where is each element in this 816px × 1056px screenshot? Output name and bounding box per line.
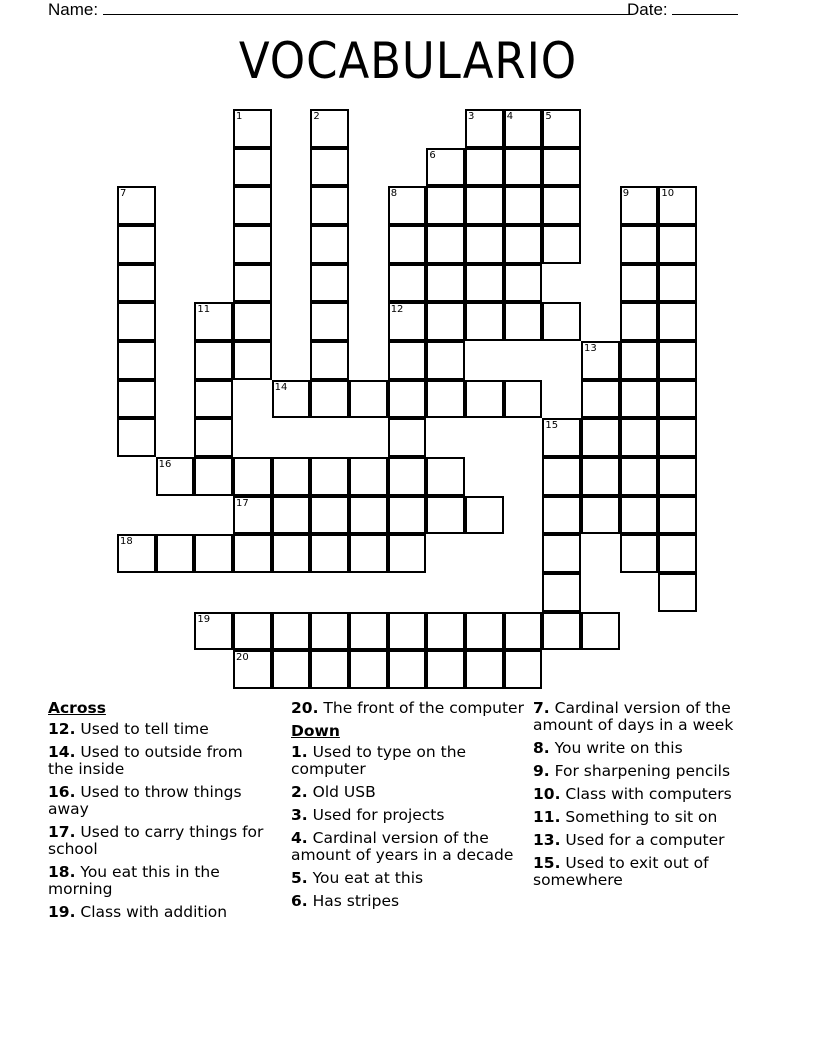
clue-number: 10.: [533, 785, 561, 803]
down-clue: [533, 700, 758, 734]
across-clue: [291, 700, 526, 717]
grid-cell[interactable]: [388, 612, 427, 651]
clue-number: 13.: [533, 831, 561, 849]
name-field[interactable]: [48, 0, 633, 20]
grid-cell[interactable]: [117, 302, 156, 341]
grid-cell[interactable]: [581, 418, 620, 457]
grid-cell[interactable]: [233, 302, 272, 341]
grid-cell[interactable]: [310, 264, 349, 303]
clue-number: 7: [120, 188, 127, 200]
grid-cell[interactable]: [658, 496, 697, 535]
grid-cell[interactable]: [426, 264, 465, 303]
grid-cell[interactable]: [233, 225, 272, 264]
grid-cell[interactable]: [349, 534, 388, 573]
grid-cell[interactable]: [658, 457, 697, 496]
grid-cell[interactable]: [542, 496, 581, 535]
grid-cell[interactable]: [542, 302, 581, 341]
clue-number: 19: [197, 613, 211, 625]
grid-cell[interactable]: [504, 612, 543, 651]
grid-cell[interactable]: [272, 380, 311, 419]
grid-cell[interactable]: [388, 341, 427, 380]
clue-text: You write on this: [554, 739, 683, 757]
grid-cell[interactable]: [117, 341, 156, 380]
grid-cell[interactable]: [194, 302, 233, 341]
down-clue: [291, 870, 526, 887]
grid-cell[interactable]: [310, 109, 349, 148]
clue-text: You eat at this: [312, 869, 424, 887]
clue-number: 15: [545, 420, 559, 432]
grid-cell[interactable]: [310, 225, 349, 264]
grid-cell[interactable]: [233, 612, 272, 651]
grid-cell[interactable]: [581, 612, 620, 651]
clue-text: Used to exit out of somewhere: [533, 854, 709, 889]
clues-column-3: [533, 700, 758, 895]
grid-cell[interactable]: [504, 225, 543, 264]
grid-cell[interactable]: [388, 650, 427, 689]
grid-cell[interactable]: [542, 573, 581, 612]
grid-cell[interactable]: [310, 534, 349, 573]
grid-cell[interactable]: [658, 573, 697, 612]
down-clue: [533, 855, 758, 889]
grid-cell[interactable]: [658, 341, 697, 380]
grid-cell[interactable]: [272, 534, 311, 573]
grid-cell[interactable]: [426, 341, 465, 380]
grid-cell[interactable]: [233, 186, 272, 225]
name-line[interactable]: [103, 0, 633, 15]
grid-cell[interactable]: [504, 380, 543, 419]
grid-cell[interactable]: [233, 496, 272, 535]
grid-cell[interactable]: [233, 148, 272, 187]
grid-cell[interactable]: [272, 612, 311, 651]
grid-cell[interactable]: [388, 380, 427, 419]
grid-cell[interactable]: [349, 380, 388, 419]
clue-text: Used to outside from the inside: [48, 743, 243, 778]
grid-cell[interactable]: [233, 264, 272, 303]
grid-cell[interactable]: [426, 186, 465, 225]
clue-number: 1.: [291, 743, 308, 761]
grid-cell[interactable]: [620, 380, 659, 419]
grid-cell[interactable]: [388, 496, 427, 535]
down-clue: [533, 832, 758, 849]
grid-cell[interactable]: [310, 380, 349, 419]
grid-cell[interactable]: [388, 302, 427, 341]
clue-number: 4: [506, 111, 514, 122]
down-clue: [291, 784, 526, 801]
clue-text: Used for projects: [312, 806, 445, 824]
grid-cell[interactable]: [233, 534, 272, 573]
clue-text: Used to carry things for school: [48, 823, 264, 858]
clue-number: 3: [468, 111, 475, 122]
grid-cell[interactable]: [465, 186, 504, 225]
clues-column-1: [48, 700, 273, 927]
clue-number: 12: [390, 304, 404, 316]
grid-cell[interactable]: [349, 612, 388, 651]
grid-cell[interactable]: [272, 457, 311, 496]
grid-cell[interactable]: [542, 457, 581, 496]
grid-cell[interactable]: [426, 457, 465, 496]
grid-cell[interactable]: [504, 650, 543, 689]
grid-cell[interactable]: [504, 264, 543, 303]
grid-cell[interactable]: [465, 148, 504, 187]
grid-cell[interactable]: [620, 457, 659, 496]
clue-number: 17.: [48, 823, 76, 841]
down-clue: [533, 809, 758, 826]
grid-cell[interactable]: [542, 225, 581, 264]
grid-cell[interactable]: [117, 418, 156, 457]
grid-cell[interactable]: [156, 457, 195, 496]
grid-cell[interactable]: [388, 264, 427, 303]
name-label: Name:: [48, 0, 99, 19]
grid-cell[interactable]: [542, 418, 581, 457]
grid-cell[interactable]: [426, 612, 465, 651]
clue-number: 12.: [48, 720, 76, 738]
clues-column-2: [291, 700, 526, 916]
clue-number: 8.: [533, 739, 550, 757]
clue-number: 9.: [533, 762, 550, 780]
grid-cell[interactable]: [426, 302, 465, 341]
clue-number: 2: [313, 111, 320, 122]
grid-cell[interactable]: [542, 148, 581, 187]
clue-number: 20: [236, 652, 249, 664]
grid-cell[interactable]: [465, 612, 504, 651]
grid-cell[interactable]: [620, 341, 659, 380]
clue-text: Used for a computer: [565, 831, 725, 849]
down-clue: [291, 893, 526, 910]
grid-cell[interactable]: [620, 496, 659, 535]
grid-cell[interactable]: [426, 225, 465, 264]
clue-number: 9: [622, 188, 630, 200]
page-title: VOCABULARIO: [238, 32, 578, 90]
date-field[interactable]: [627, 0, 738, 20]
clue-text: Cardinal version of the amount of days in a week: [533, 699, 734, 734]
grid-cell[interactable]: [194, 457, 233, 496]
clue-text: Class with addition: [80, 903, 228, 921]
grid-cell[interactable]: [426, 496, 465, 535]
grid-cell[interactable]: [117, 380, 156, 419]
grid-cell[interactable]: [542, 109, 581, 148]
grid-cell[interactable]: [310, 457, 349, 496]
clue-text: Cardinal version of the amount of years in a decade: [291, 829, 514, 864]
clue-number: 4.: [291, 829, 308, 847]
grid-cell[interactable]: [349, 457, 388, 496]
clue-number: 11: [197, 304, 211, 316]
across-clue: [48, 744, 273, 778]
grid-cell[interactable]: [388, 186, 427, 225]
grid-cell[interactable]: [117, 534, 156, 573]
down-clue: [533, 786, 758, 803]
grid-cell[interactable]: [658, 534, 697, 573]
grid-cell[interactable]: [658, 302, 697, 341]
grid-cell[interactable]: [542, 186, 581, 225]
grid-cell[interactable]: [620, 418, 659, 457]
clue-number: 1: [236, 111, 243, 122]
grid-cell[interactable]: [388, 457, 427, 496]
grid-cell[interactable]: [658, 225, 697, 264]
clue-number: 11.: [533, 808, 561, 826]
clue-number: 5.: [291, 869, 308, 887]
grid-cell[interactable]: [388, 418, 427, 457]
grid-cell[interactable]: [620, 302, 659, 341]
clue-number: 10: [661, 188, 675, 200]
grid-cell[interactable]: [465, 496, 504, 535]
grid-cell[interactable]: [581, 457, 620, 496]
date-label: Date:: [627, 0, 668, 19]
grid-cell[interactable]: [426, 148, 465, 187]
clue-text: Used to tell time: [80, 720, 209, 738]
grid-cell[interactable]: [658, 380, 697, 419]
down-clue: [291, 830, 526, 864]
grid-cell[interactable]: [426, 650, 465, 689]
grid-cell[interactable]: [504, 148, 543, 187]
grid-cell[interactable]: [620, 264, 659, 303]
grid-cell[interactable]: [272, 650, 311, 689]
clue-number: 17: [236, 497, 249, 509]
clue-number: 7.: [533, 699, 550, 717]
down-clue: [291, 744, 526, 778]
grid-cell[interactable]: [117, 264, 156, 303]
clue-number: 2.: [291, 783, 308, 801]
clue-number: 16: [158, 459, 172, 471]
grid-cell[interactable]: [349, 496, 388, 535]
grid-cell[interactable]: [465, 109, 504, 148]
grid-cell[interactable]: [581, 380, 620, 419]
clue-number: 18: [120, 536, 133, 548]
grid-cell[interactable]: [310, 650, 349, 689]
clue-text: You eat this in the morning: [48, 863, 220, 898]
grid-cell[interactable]: [388, 225, 427, 264]
grid-cell[interactable]: [310, 496, 349, 535]
across-clue: [48, 904, 273, 921]
clue-text: Class with computers: [565, 785, 732, 803]
grid-cell[interactable]: [194, 418, 233, 457]
across-clue: [48, 721, 273, 738]
grid-cell[interactable]: [581, 496, 620, 535]
clue-text: Used to throw things away: [48, 783, 242, 818]
down-heading: Down: [291, 722, 340, 740]
grid-cell[interactable]: [310, 612, 349, 651]
grid-cell[interactable]: [349, 650, 388, 689]
clue-number: 6.: [291, 892, 308, 910]
grid-cell[interactable]: [388, 534, 427, 573]
grid-cell[interactable]: [620, 534, 659, 573]
grid-cell[interactable]: [194, 380, 233, 419]
across-clue: [48, 784, 273, 818]
clue-number: 15.: [533, 854, 561, 872]
grid-cell[interactable]: [504, 186, 543, 225]
date-line[interactable]: [672, 0, 738, 15]
grid-cell[interactable]: [426, 380, 465, 419]
grid-cell[interactable]: [504, 109, 543, 148]
across-clue: [48, 824, 273, 858]
clue-number: 6: [429, 149, 436, 161]
down-clue: [533, 763, 758, 780]
clue-text: Has stripes: [312, 892, 400, 910]
grid-cell[interactable]: [465, 225, 504, 264]
clue-number: 5: [545, 111, 552, 122]
clue-number: 20.: [291, 699, 319, 717]
grid-cell[interactable]: [194, 341, 233, 380]
down-clue: [291, 807, 526, 824]
grid-cell[interactable]: [658, 418, 697, 457]
clue-number: 13: [584, 343, 597, 355]
grid-cell[interactable]: [620, 225, 659, 264]
grid-cell[interactable]: [117, 225, 156, 264]
grid-cell[interactable]: [233, 341, 272, 380]
grid-cell[interactable]: [465, 380, 504, 419]
grid-cell[interactable]: [581, 341, 620, 380]
across-clue: [48, 864, 273, 898]
clue-number: 3.: [291, 806, 308, 824]
grid-cell[interactable]: [465, 650, 504, 689]
clue-number: 18.: [48, 863, 76, 881]
grid-cell[interactable]: [233, 650, 272, 689]
grid-cell[interactable]: [233, 457, 272, 496]
clue-text: Old USB: [312, 783, 376, 801]
clue-text: Something to sit on: [565, 808, 718, 826]
down-clue: [533, 740, 758, 757]
grid-cell[interactable]: [310, 186, 349, 225]
across-heading: Across: [48, 699, 106, 717]
grid-cell[interactable]: [658, 264, 697, 303]
grid-cell[interactable]: [310, 148, 349, 187]
grid-cell[interactable]: [658, 186, 697, 225]
clue-number: 14: [274, 381, 288, 393]
grid-cell[interactable]: [465, 302, 504, 341]
clue-number: 16.: [48, 783, 76, 801]
grid-cell[interactable]: [504, 302, 543, 341]
grid-cell[interactable]: [194, 612, 233, 651]
grid-cell[interactable]: [465, 264, 504, 303]
clue-number: 19.: [48, 903, 76, 921]
grid-cell[interactable]: [542, 534, 581, 573]
clue-number: 14.: [48, 743, 76, 761]
clue-number: 8: [390, 188, 398, 200]
grid-cell[interactable]: [620, 186, 659, 225]
grid-cell[interactable]: [542, 612, 581, 651]
grid-cell[interactable]: [156, 534, 195, 573]
grid-cell[interactable]: [233, 109, 272, 148]
grid-cell[interactable]: [117, 186, 156, 225]
grid-cell[interactable]: [310, 341, 349, 380]
grid-cell[interactable]: [194, 534, 233, 573]
clue-text: For sharpening pencils: [554, 762, 731, 780]
clue-text: Used to type on the computer: [291, 743, 467, 778]
grid-cell[interactable]: [310, 302, 349, 341]
grid-cell[interactable]: [272, 496, 311, 535]
clue-text: The front of the computer: [323, 699, 524, 717]
